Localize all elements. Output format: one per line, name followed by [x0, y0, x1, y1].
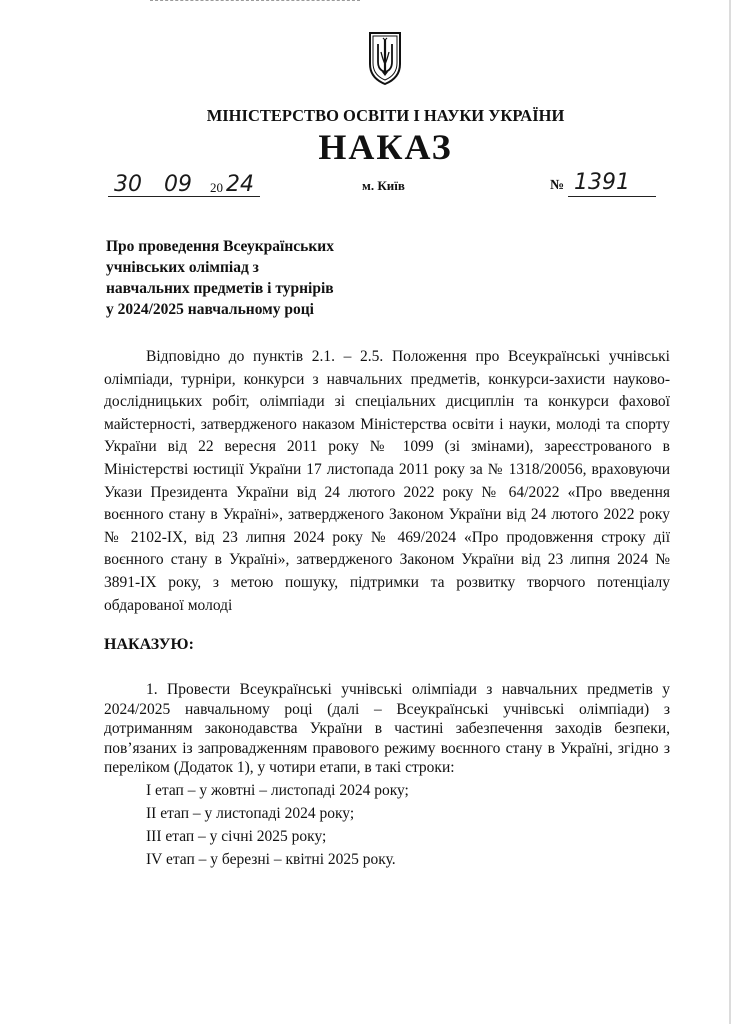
- date-year-handwritten: 24: [226, 172, 254, 197]
- number-underline: [568, 196, 656, 197]
- subject-line: учнівських олімпіад з: [106, 259, 259, 276]
- subject-line: навчальних предметів і турнірів: [106, 280, 334, 297]
- date-number-row: [100, 172, 660, 202]
- stage-item: ІІІ етап – у січні 2025 року;: [146, 828, 327, 845]
- preamble-text: Відповідно до пунктів 2.1. – 2.5. Положення про Всеукраїнські учнівські олімпіади, турніри, конкурси з навчальних предметів, конкурси-захисти науково-дослідницьких робіт, олімпіади зі спеціальних дисциплін та конкурси фахової майстерності, затвердженого наказом Міністерства освіти і науки, молоді та спорту України від 22 вересня 2011 року № 1099 (зі змінами), зареєстрованого в Міністерстві юстиції України 17 листопада 2011 року за № 1318/20056, враховуючи Укази Президента України від 24 лютого 2022 року № 64/2022 «Про введення воєнного стану в Україні», затвердженого Законом України від 24 лютого 2022 року № 2102-IX, від 23 липня 2024 року № 469/2024 «Про продовження строку дії воєнного стану в Україні», затвердженого Законом України від 23 липня 2024 № 3891-IX року, з метою пошуку, підтримки та розвитку творчого потенціалу обдарованої молоді: [104, 348, 670, 614]
- preamble-paragraph: [104, 346, 670, 617]
- order-word: НАКАЗУЮ:: [104, 636, 194, 653]
- number-sign: №: [550, 178, 565, 193]
- stages-list: [146, 779, 409, 871]
- city-label: м. Київ: [362, 178, 405, 193]
- order-item-1-text: 1. Провести Всеукраїнські учнівські олімпіади з навчальних предметів у 2024/2025 навчальному році (далі – Всеукраїнські учнівські олімпіади) з дотриманням законодавства України в частині забезпечення заходів безпеки, пов’язаних із запровадженням правового режиму воєнного стану в Україні, згідно з переліком (Додаток 1), у чотири етапи, в такі строки:: [104, 681, 670, 777]
- date-year-prefix: 20: [210, 180, 223, 195]
- order-number-handwritten: 1391: [574, 170, 630, 195]
- subject-line: Про проведення Всеукраїнських: [106, 238, 334, 255]
- date-month-handwritten: 09: [164, 172, 192, 197]
- ministry-name: МІНІСТЕРСТВО ОСВІТИ І НАУКИ УКРАЇНИ: [206, 106, 565, 125]
- document-type-title: НАКАЗ: [318, 127, 453, 167]
- order-subject: [106, 236, 426, 320]
- date-day-handwritten: 30: [114, 172, 142, 197]
- stage-item: ІІ етап – у листопаді 2024 року;: [146, 805, 355, 822]
- stage-item: І етап – у жовтні – листопаді 2024 року;: [146, 782, 409, 799]
- scan-artifact-line: [150, 0, 360, 2]
- subject-line: у 2024/2025 навчальному році: [106, 301, 314, 318]
- date-underline: [108, 196, 260, 197]
- order-item-1: [104, 680, 670, 778]
- trident-coat-of-arms-icon: [368, 30, 402, 86]
- stage-item: ІV етап – у березні – квітні 2025 року.: [146, 851, 396, 868]
